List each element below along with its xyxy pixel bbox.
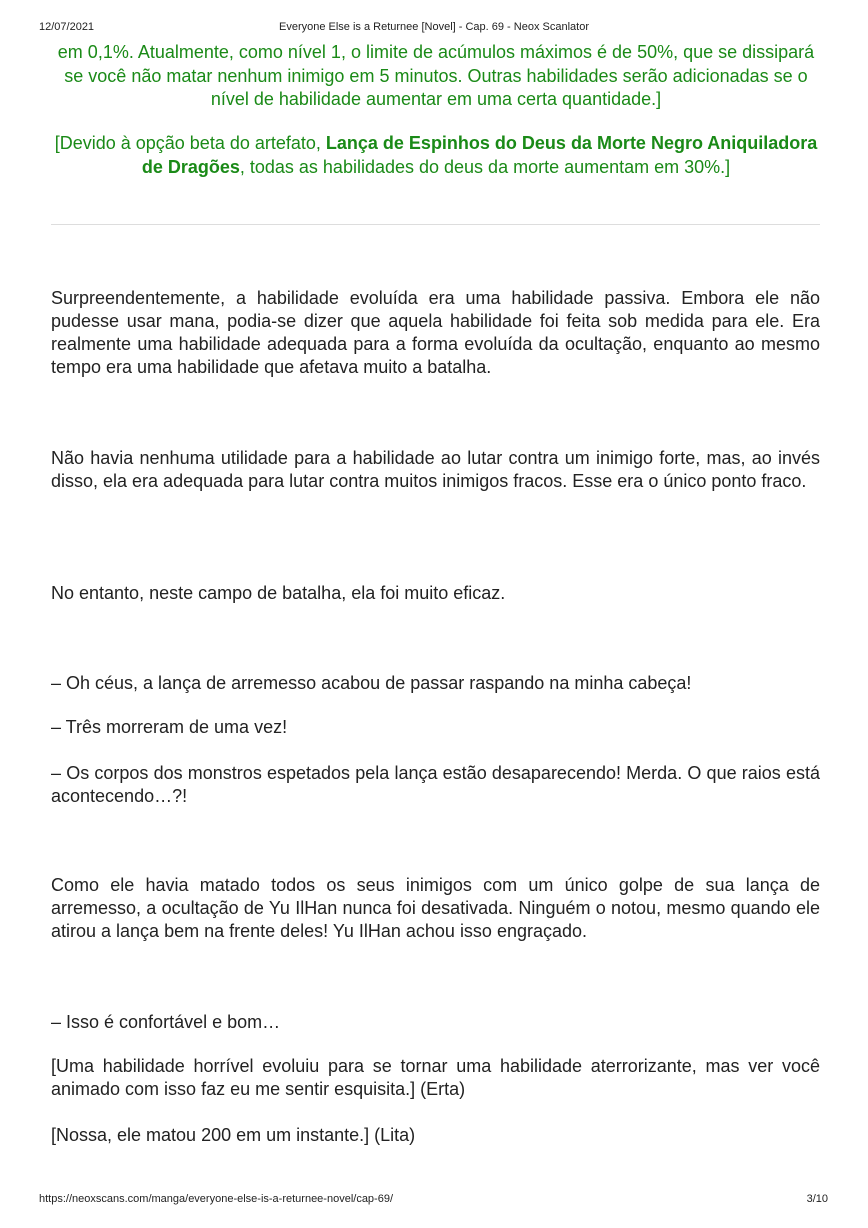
paragraph-3: No entanto, neste campo de batalha, ela foi muito eficaz. — [51, 583, 506, 603]
paragraph-1: Surpreendentemente, a habilidade evoluída era uma habilidade passiva. Embora ele não pudesse usar mana, podia-se dizer que aquela habilidade foi feita sob medida para ele. Era realmente uma habilidade adequada para a forma evoluída da ocultação, enquanto ao mesmo tempo era uma habilidade que afetava muito a batalha. — [51, 288, 820, 377]
system-message-artifact — [52, 132, 820, 179]
paragraph-2: Não havia nenhuma utilidade para a habilidade ao lutar contra um inimigo forte, mas, ao invés disso, ela era adequada para lutar contra muitos inimigos fracos. Esse era o único ponto fraco. — [51, 448, 820, 491]
system-message-skill: em 0,1%. Atualmente, como nível 1, o limite de acúmulos máximos é de 50%, que se dissipará se você não matar nenhum inimigo em 5 minutos. Outras habilidades serão adicionadas se o nível de habilidade aumentar em uma certa quantidade.] — [57, 42, 815, 109]
dialogue-line-2: – Três morreram de uma vez! — [51, 717, 288, 737]
dialogue-line-4: – Isso é confortável e bom… — [51, 1012, 281, 1032]
artifact-name: Lança de Espinhos do Deus da Morte Negro Aniquiladora de Dragões — [141, 133, 818, 177]
dialogue-line-3: – Os corpos dos monstros espetados pela lança estão desaparecendo! Merda. O que raios está acontecendo…?! — [51, 763, 820, 806]
artifact-prefix: [Devido à opção beta do artefato, — [54, 133, 326, 153]
dialogue-line-1: – Oh céus, a lança de arremesso acabou de passar raspando na minha cabeça! — [51, 673, 692, 693]
paragraph-4: Como ele havia matado todos os seus inimigos com um único golpe de sua lança de arremesso, a ocultação de Yu IlHan nunca foi desativada. Ninguém o notou, mesmo quando ele atirou a lança bem na frente deles! Yu IlHan achou isso engraçado. — [51, 875, 820, 941]
print-page-title: Everyone Else is a Returnee [Novel] - Cap. 69 - Neox Scanlator — [279, 21, 589, 33]
erta-comment: [Uma habilidade horrível evoluiu para se tornar uma habilidade aterrorizante, mas ver você animado com isso faz eu me sentir esquisita.] (Erta) — [51, 1056, 820, 1099]
lita-comment: [Nossa, ele matou 200 em um instante.] (Lita) — [51, 1125, 416, 1145]
page-number: 3/10 — [806, 1193, 828, 1205]
print-url: https://neoxscans.com/manga/everyone-else-is-a-returnee-novel/cap-69/ — [39, 1193, 394, 1205]
section-divider — [51, 224, 820, 225]
artifact-suffix: , todas as habilidades do deus da morte aumentam em 30%.] — [239, 156, 731, 177]
print-date: 12/07/2021 — [39, 21, 95, 33]
